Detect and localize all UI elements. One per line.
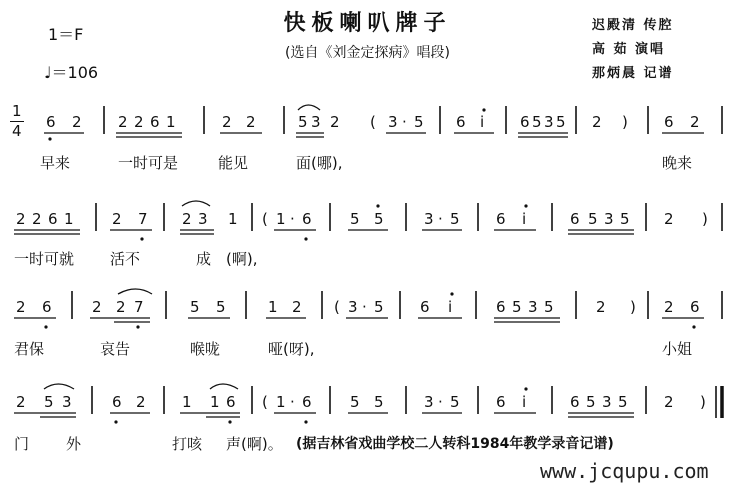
note: 3 — [388, 113, 398, 131]
note: 2 — [292, 298, 302, 316]
note: 1 — [64, 210, 74, 228]
note: 6 — [496, 298, 506, 316]
lyric: 声(啊)。 — [226, 435, 283, 453]
lyric: 喉咙 — [190, 340, 221, 358]
note: ) — [700, 393, 706, 411]
note: 2 — [182, 210, 192, 228]
note: 5 — [512, 298, 522, 316]
note: · — [290, 210, 295, 228]
note: 3 — [544, 113, 554, 131]
note: 1 — [210, 393, 220, 411]
note: 6 — [664, 113, 674, 131]
note: 2 — [16, 298, 26, 316]
slur — [182, 201, 210, 206]
note: 2 — [664, 298, 674, 316]
note: 6 — [150, 113, 160, 131]
note: 2 — [134, 113, 144, 131]
note: i — [522, 210, 527, 228]
note: · — [402, 113, 407, 131]
lyric: 门 — [14, 435, 30, 453]
song-title: 快板喇叭牌子 — [283, 11, 452, 36]
note: i — [522, 393, 527, 411]
lyric: 一时可是 — [118, 154, 179, 172]
note: ( — [334, 298, 340, 316]
note: 2 — [222, 113, 232, 131]
note: 6 — [520, 113, 530, 131]
note: 2 — [112, 210, 122, 228]
octave-dot-below — [114, 420, 117, 423]
tempo-marking: ♩＝106 — [44, 63, 99, 82]
note: ) — [702, 210, 708, 228]
note: 1 — [276, 210, 286, 228]
note: 2 — [16, 210, 26, 228]
octave-dot-below — [692, 325, 695, 328]
octave-dot-above — [524, 204, 527, 207]
note: 6 — [302, 393, 312, 411]
note: 7 — [138, 210, 148, 228]
note: 2 — [246, 113, 256, 131]
note: 5 — [216, 298, 226, 316]
lyric: 能见 — [218, 154, 249, 172]
note: ) — [630, 298, 636, 316]
note: 5 — [350, 393, 360, 411]
lyric: 成 — [196, 250, 212, 268]
octave-dot-below — [44, 325, 47, 328]
credit-performer: 高 茹 演唱 — [592, 42, 666, 57]
note: 5 — [190, 298, 200, 316]
watermark: www.jcqupu.com — [540, 459, 709, 483]
lyric: 活不 — [110, 250, 141, 268]
lyric: 哀告 — [100, 340, 131, 358]
note: 1 — [228, 210, 238, 228]
note: ( — [262, 210, 268, 228]
note: 2 — [664, 210, 674, 228]
note: 2 — [92, 298, 102, 316]
note: 2 — [16, 393, 26, 411]
time-signature-bottom: 4 — [12, 122, 22, 140]
note: 6 — [570, 210, 580, 228]
note: 5 — [298, 113, 308, 131]
slur — [118, 289, 152, 294]
slur — [210, 384, 238, 389]
note: 3 — [528, 298, 538, 316]
note: 2 — [116, 298, 126, 316]
slur — [44, 384, 74, 389]
note: 3 — [604, 210, 614, 228]
note: 3 — [424, 393, 434, 411]
note: 2 — [690, 113, 700, 131]
octave-dot-below — [48, 137, 51, 140]
lyric: 一时可就 — [14, 250, 75, 268]
note: 5 — [450, 393, 460, 411]
octave-dot-below — [304, 237, 307, 240]
octave-dot-below — [140, 237, 143, 240]
source-note: (据吉林省戏曲学校二人转科1984年教学录音记谱) — [296, 436, 614, 452]
note: i — [480, 113, 485, 131]
octave-dot-above — [524, 387, 527, 390]
time-signature-top: 1 — [12, 102, 22, 120]
note: 2 — [118, 113, 128, 131]
note: 1 — [166, 113, 176, 131]
note: 2 — [664, 393, 674, 411]
octave-dot-below — [228, 420, 231, 423]
lyric: 哑(呀), — [268, 340, 315, 358]
note: 3 — [348, 298, 358, 316]
credit-transcriber: 那炳晨 记谱 — [592, 66, 674, 81]
note: · — [438, 210, 443, 228]
note: i — [448, 298, 453, 316]
lyric: 小姐 — [662, 340, 693, 358]
note: 6 — [42, 298, 52, 316]
note: · — [290, 393, 295, 411]
lyric: (啊), — [226, 250, 258, 268]
note: 1 — [182, 393, 192, 411]
credit-vocal-style: 迟殿清 传腔 — [592, 18, 674, 33]
note: 5 — [620, 210, 630, 228]
lyric: 面(哪), — [296, 154, 343, 172]
note: 2 — [592, 113, 602, 131]
lyric: 早来 — [40, 154, 71, 172]
note: 2 — [330, 113, 340, 131]
note: · — [438, 393, 443, 411]
lyric: 打咳 — [172, 435, 203, 453]
octave-dot-below — [136, 325, 139, 328]
note: 6 — [456, 113, 466, 131]
note: 5 — [374, 298, 384, 316]
note: 6 — [302, 210, 312, 228]
lyric: 君保 — [14, 340, 45, 358]
note: 5 — [586, 393, 596, 411]
note: ) — [622, 113, 628, 131]
note: 6 — [420, 298, 430, 316]
note: 3 — [424, 210, 434, 228]
note: 6 — [226, 393, 236, 411]
note: 5 — [618, 393, 628, 411]
note: 6 — [570, 393, 580, 411]
note: 5 — [588, 210, 598, 228]
slur — [298, 105, 320, 110]
note: · — [362, 298, 367, 316]
note: 1 — [268, 298, 278, 316]
note: 5 — [374, 393, 384, 411]
note: 5 — [374, 210, 384, 228]
song-subtitle: (选自《刘金定探病》唱段) — [285, 45, 450, 61]
note: 5 — [544, 298, 554, 316]
note: 5 — [44, 393, 54, 411]
note: 5 — [350, 210, 360, 228]
note: 6 — [48, 210, 58, 228]
octave-dot-above — [376, 204, 379, 207]
note: 6 — [112, 393, 122, 411]
note: 6 — [690, 298, 700, 316]
note: 6 — [496, 393, 506, 411]
note: 5 — [532, 113, 542, 131]
note: 1 — [276, 393, 286, 411]
lyric: 外 — [66, 435, 82, 453]
note: 2 — [596, 298, 606, 316]
note: 6 — [496, 210, 506, 228]
note: 2 — [136, 393, 146, 411]
key-signature: 1＝F — [48, 25, 84, 44]
note: 5 — [556, 113, 566, 131]
note: 3 — [311, 113, 321, 131]
note: 7 — [134, 298, 144, 316]
note: 2 — [32, 210, 42, 228]
octave-dot-below — [304, 420, 307, 423]
note: 3 — [198, 210, 208, 228]
octave-dot-above — [482, 108, 485, 111]
lyric: 晚来 — [662, 154, 693, 172]
octave-dot-above — [450, 292, 453, 295]
note: 3 — [602, 393, 612, 411]
note: 5 — [450, 210, 460, 228]
note: ( — [370, 113, 376, 131]
note: 2 — [72, 113, 82, 131]
note: 3 — [62, 393, 72, 411]
note: 6 — [46, 113, 56, 131]
note: ( — [262, 393, 268, 411]
note: 5 — [414, 113, 424, 131]
